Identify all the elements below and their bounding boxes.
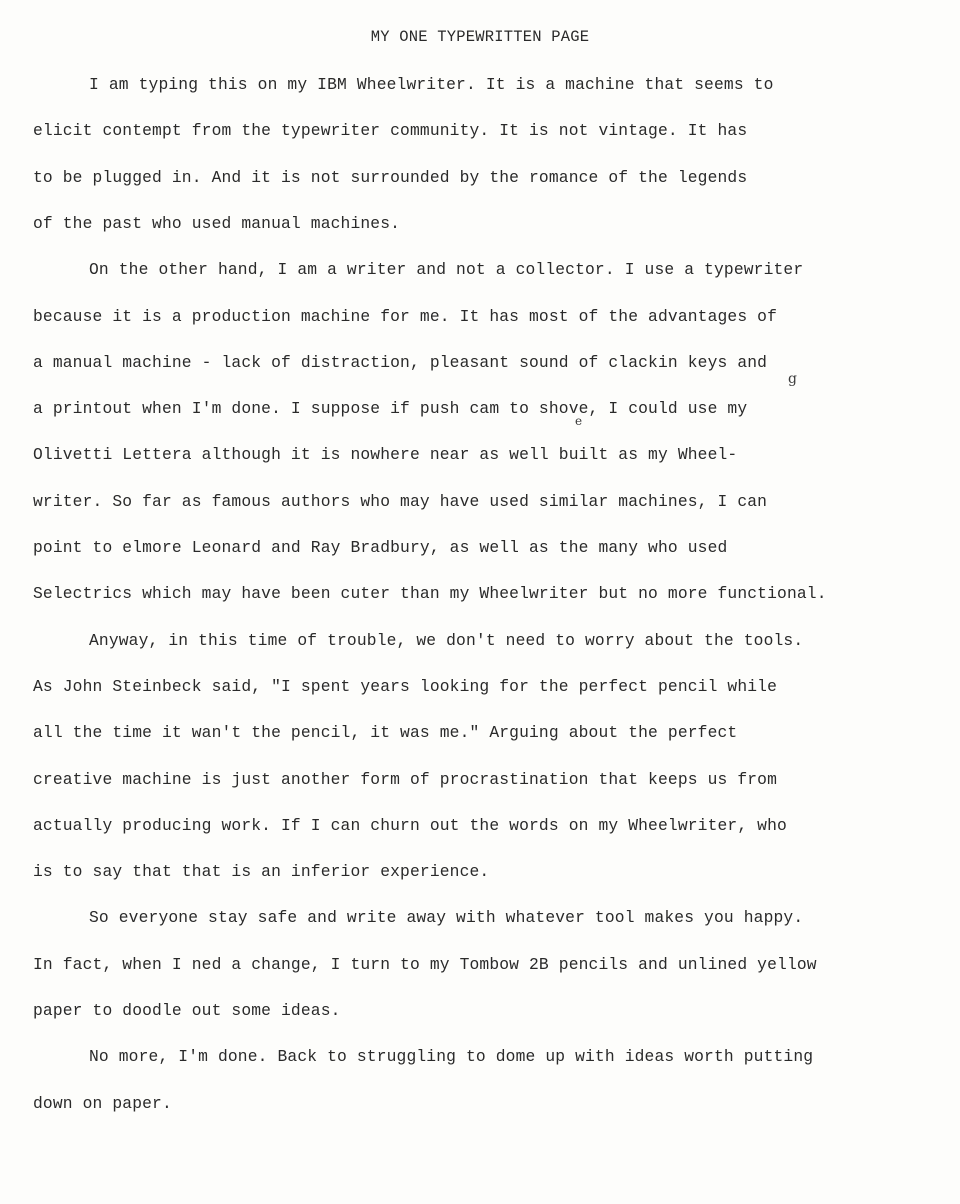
text-line-20: In fact, when I ned a change, I turn to my Tombow 2B pencils and unlined yellow: [33, 955, 817, 974]
text-line-22: No more, I'm done. Back to struggling to dome up with ideas worth putting: [89, 1047, 814, 1066]
text-line-3: to be plugged in. And it is not surrounded by the romance of the legends: [33, 168, 748, 187]
handwritten-insertion-e: e: [575, 414, 583, 428]
page-title: MY ONE TYPEWRITTEN PAGE: [370, 28, 590, 46]
text-line-17: actually producing work. If I can churn out the words on my Wheelwriter, who: [33, 816, 787, 835]
text-line-23: down on paper.: [33, 1094, 172, 1113]
text-line-21: paper to doodle out some ideas.: [33, 1001, 341, 1020]
text-line-4: of the past who used manual machines.: [33, 214, 401, 233]
text-line-18: is to say that that is an inferior experience.: [33, 862, 490, 881]
text-line-8: a printout when I'm done. I suppose if push cam to shove, I could use my: [33, 399, 748, 418]
text-line-11: point to elmore Leonard and Ray Bradbury, as well as the many who used: [33, 538, 728, 557]
text-line-19: So everyone stay safe and write away with whatever tool makes you happy.: [89, 908, 804, 927]
text-line-5: On the other hand, I am a writer and not a collector. I use a typewriter: [89, 260, 804, 279]
text-line-7: a manual machine - lack of distraction, pleasant sound of clackin keys and: [33, 353, 768, 372]
handwritten-insertion-g: g: [788, 371, 797, 387]
text-line-9: Olivetti Lettera although it is nowhere near as well built as my Wheel-: [33, 445, 738, 464]
text-line-16: creative machine is just another form of procrastination that keeps us from: [33, 770, 778, 789]
text-line-10: writer. So far as famous authors who may have used similar machines, I can: [33, 492, 768, 511]
text-line-14: As John Steinbeck said, "I spent years looking for the perfect pencil while: [33, 677, 778, 696]
text-line-6: because it is a production machine for me. It has most of the advantages of: [33, 307, 778, 326]
text-line-12: Selectrics which may have been cuter than my Wheelwriter but no more functional.: [33, 584, 827, 603]
text-line-1: I am typing this on my IBM Wheelwriter. It is a machine that seems to: [89, 75, 774, 94]
text-line-15: all the time it wan't the pencil, it was me." Arguing about the perfect: [33, 723, 738, 742]
text-line-2: elicit contempt from the typewriter community. It is not vintage. It has: [33, 121, 748, 140]
text-line-13: Anyway, in this time of trouble, we don't need to worry about the tools.: [89, 631, 804, 650]
